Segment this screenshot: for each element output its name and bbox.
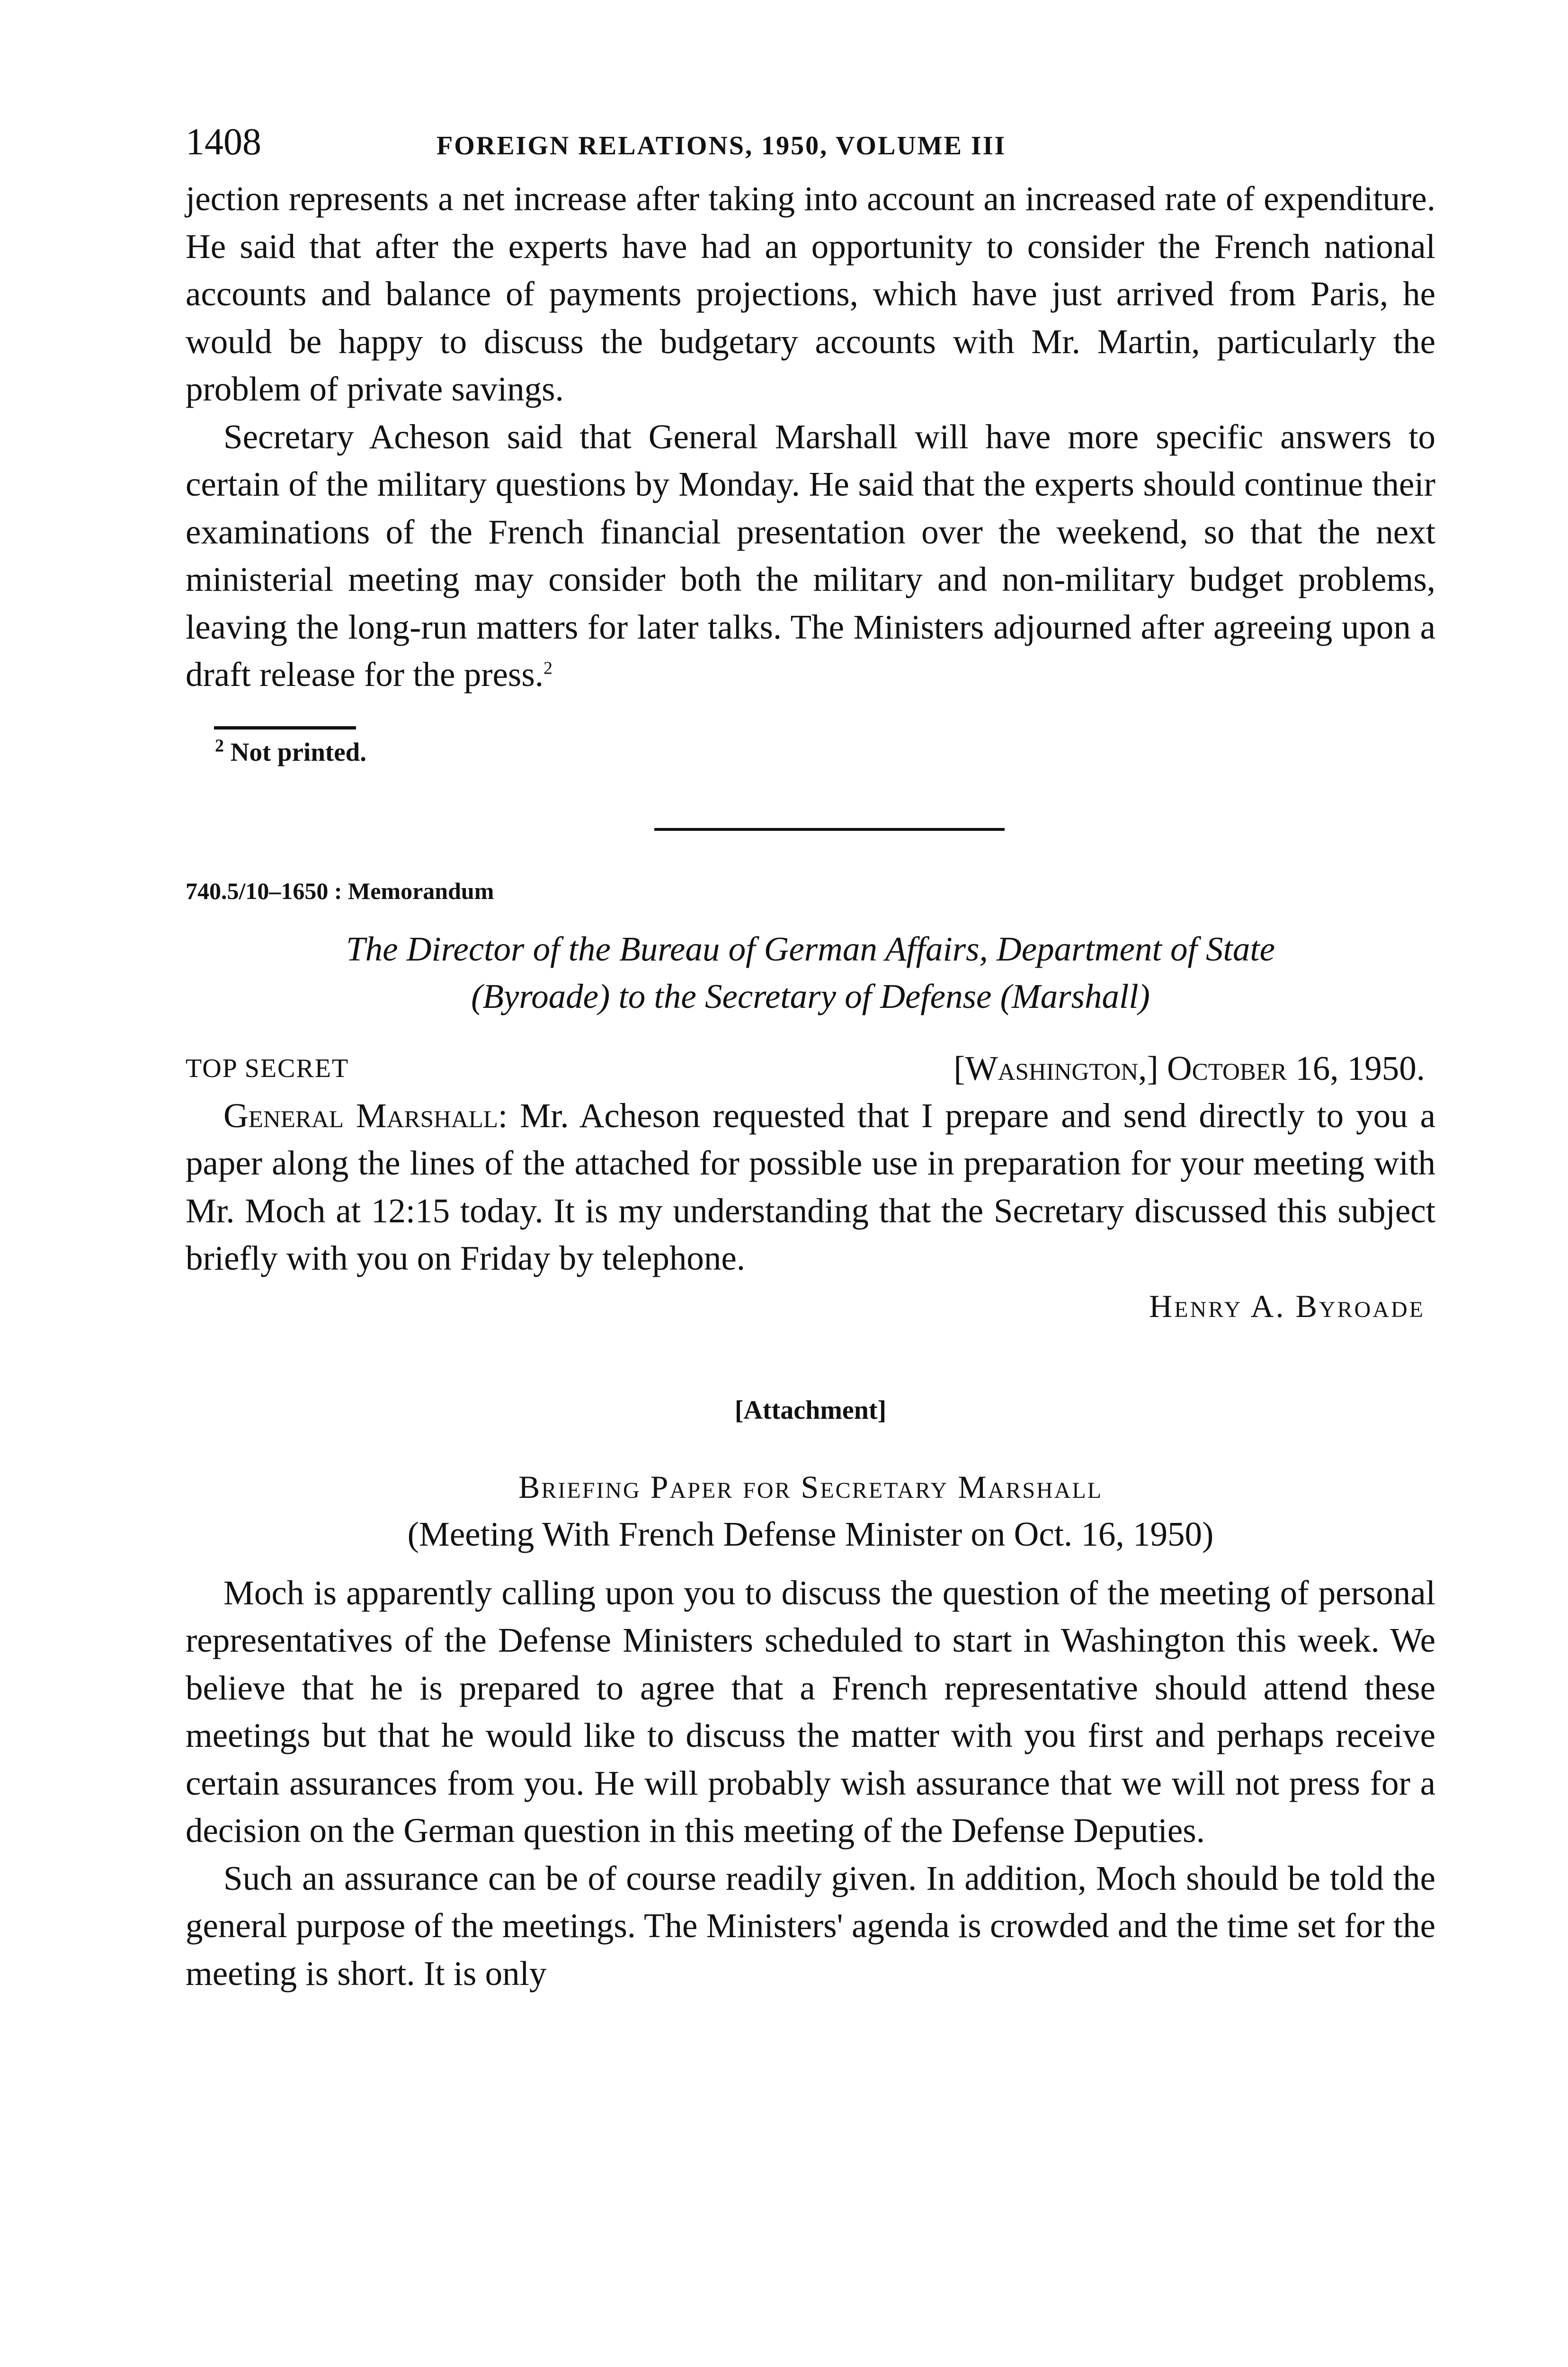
- running-head: [186, 118, 1435, 175]
- briefing-title: Briefing Paper for Secretary Marshall: [518, 1468, 1103, 1505]
- footnote-rule: [214, 726, 356, 730]
- signature: Henry A. Byroade: [1149, 1288, 1425, 1324]
- attachment-label: [Attachment]: [734, 1395, 887, 1425]
- footnote: [215, 733, 1435, 771]
- classification: TOP SECRET: [186, 1053, 349, 1083]
- briefing-paragraph-1-text: Moch is apparently calling upon you to discuss the question of the meeting of personal representatives of the Defense Ministers scheduled to start in Washington this week. We believe that he is prepared to agree that a French representative should attend these meetings but that he would like to discuss the matter with you first and perhaps receive certain assurances from you. He will probably wish assurance that we will not press for a decision on the German question in this meeting of the Defense Deputies.: [186, 1573, 1435, 1850]
- acheson-paragraph-text: Secretary Acheson said that General Marshall will have more specific answers to certain of the military questions by Monday. He said that the experts should continue their examinations of the French financial presentation over the weekend, so that the next ministerial meeting may consider both the military and non-military budget problems, leaving the long-run matters for later talks. The Ministers adjourned after agreeing upon a draft release for the press.: [186, 417, 1435, 694]
- briefing-subtitle: (Meeting With French Defense Minister on Oct. 16, 1950): [407, 1514, 1214, 1553]
- classification-line: [186, 1045, 1435, 1092]
- document-title: [186, 925, 1435, 1020]
- continuation-paragraph-text: jection represents a net increase after taking into account an increased rate of expenditure. He said that after the experts have had an opportunity to consider the French national accounts and balance of payments projections, which have just arrived from Paris, he would be happy to discuss the budgetary accounts with Mr. Martin, particularly the problem of private savings.: [186, 179, 1435, 408]
- memo-body: [186, 1092, 1435, 1282]
- running-title: FOREIGN RELATIONS, 1950, VOLUME III: [437, 131, 1007, 160]
- file-reference: 740.5/10–1650 : Memorandum: [186, 877, 494, 904]
- acheson-paragraph: [186, 413, 1435, 699]
- document-page: [186, 118, 1435, 1997]
- document-title-line-1: The Director of the Bureau of German Affairs, Department of State: [346, 929, 1275, 968]
- memo-body-text: Mr. Acheson requested that I prepare and send directly to you a paper along the lines of the attached for possible use in preparation for your meeting with Mr. Moch at 12:15 today. It is my understanding that the Secretary discussed this subject briefly with you on Friday by telephone.: [186, 1096, 1435, 1277]
- briefing-paragraph-2-text: Such an assurance can be of course readily given. In addition, Moch should be told the general purpose of the meetings. The Ministers' agenda is crowded and the time set for the meeting is short. It is only: [186, 1859, 1435, 1993]
- briefing-paragraph-1: [186, 1569, 1435, 1855]
- page-number: 1408: [186, 121, 261, 163]
- briefing-paragraph-2: [186, 1855, 1435, 1998]
- footnote-text: Not printed.: [230, 737, 366, 766]
- dateline: [Washington,] October 16, 1950.: [953, 1049, 1425, 1087]
- footnote-reference: 2: [543, 658, 552, 678]
- section-separator: [654, 828, 1005, 831]
- salutation: General Marshall:: [223, 1096, 508, 1135]
- continuation-paragraph: [186, 175, 1435, 413]
- document-title-line-2: (Byroade) to the Secretary of Defense (Marshall): [471, 977, 1150, 1015]
- footnote-number: 2: [215, 736, 224, 756]
